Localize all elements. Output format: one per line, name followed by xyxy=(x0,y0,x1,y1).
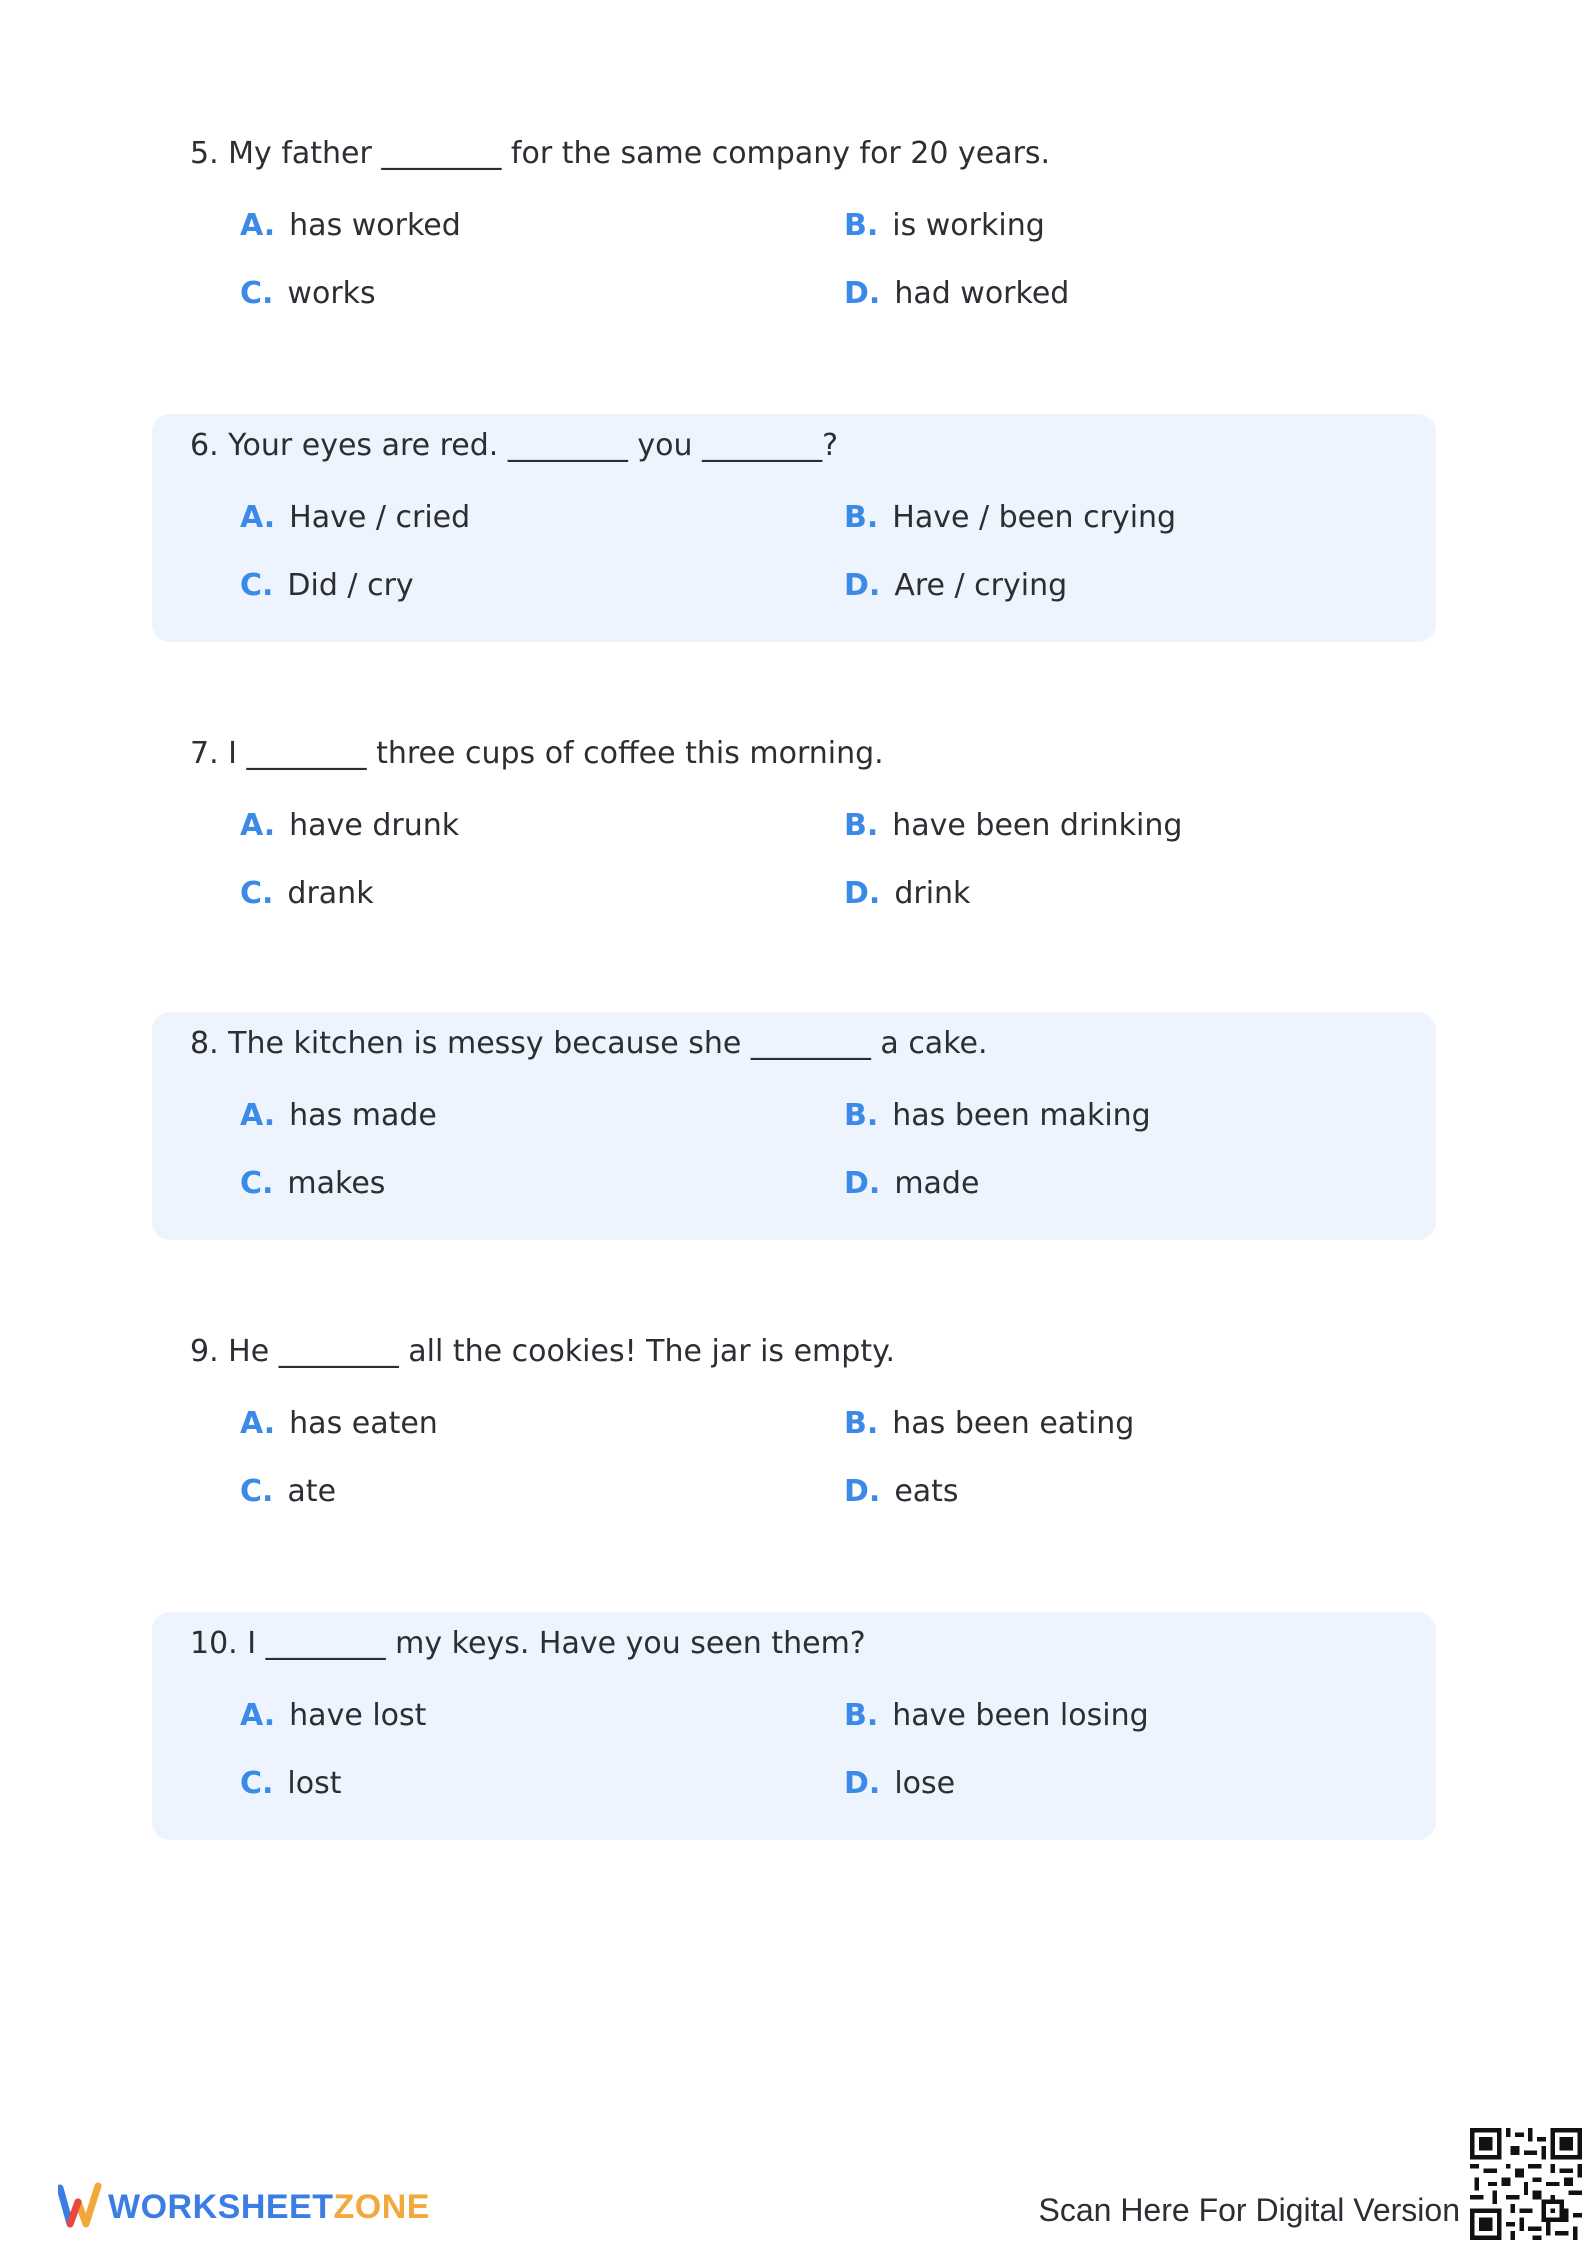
option-text: works xyxy=(287,276,376,311)
option-letter: D. xyxy=(844,568,881,603)
option-letter: D. xyxy=(844,1474,881,1509)
option-letter: C. xyxy=(240,1474,274,1509)
option-c[interactable] xyxy=(240,566,414,606)
option-a[interactable] xyxy=(240,806,459,846)
option-a[interactable] xyxy=(240,206,461,246)
option-letter: C. xyxy=(240,1766,274,1801)
option-letter: A. xyxy=(240,1098,276,1133)
logo-text-part2: ZONE xyxy=(333,2188,430,2226)
option-letter: D. xyxy=(844,276,881,311)
option-letter: A. xyxy=(240,808,276,843)
option-a[interactable] xyxy=(240,1096,437,1136)
question-text: 9. He ________ all the cookies! The jar is empty. xyxy=(190,1334,896,1369)
option-d[interactable] xyxy=(844,1472,959,1512)
option-d[interactable] xyxy=(844,1764,955,1804)
option-letter: C. xyxy=(240,276,274,311)
option-b[interactable] xyxy=(844,498,1176,538)
option-letter: A. xyxy=(240,500,276,535)
question-8 xyxy=(152,1012,1436,1240)
logo-text-part1: WORKSHEET xyxy=(108,2188,334,2226)
option-text: Have / cried xyxy=(289,500,471,535)
worksheetzone-logo-icon xyxy=(58,2178,102,2234)
option-text: makes xyxy=(287,1166,386,1201)
option-letter: B. xyxy=(844,208,879,243)
option-letter: B. xyxy=(844,500,879,535)
option-d[interactable] xyxy=(844,874,970,914)
option-c[interactable] xyxy=(240,874,374,914)
option-text: has been eating xyxy=(892,1406,1135,1441)
option-letter: D. xyxy=(844,876,881,911)
option-text: Have / been crying xyxy=(892,500,1177,535)
option-b[interactable] xyxy=(844,1096,1151,1136)
question-5 xyxy=(152,122,1436,350)
option-text: eats xyxy=(894,1474,959,1509)
option-a[interactable] xyxy=(240,498,470,538)
qr-code-icon[interactable] xyxy=(1470,2128,1582,2240)
option-text: has been making xyxy=(892,1098,1151,1133)
option-c[interactable] xyxy=(240,274,376,314)
option-letter: A. xyxy=(240,208,276,243)
option-text: has eaten xyxy=(289,1406,438,1441)
option-letter: A. xyxy=(240,1406,276,1441)
logo-text xyxy=(108,2188,430,2227)
question-text: 6. Your eyes are red. ________ you ________? xyxy=(190,428,838,463)
option-letter: C. xyxy=(240,1166,274,1201)
option-letter: D. xyxy=(844,1766,881,1801)
question-9 xyxy=(152,1320,1436,1548)
option-c[interactable] xyxy=(240,1164,385,1204)
option-text: ate xyxy=(287,1474,337,1509)
option-b[interactable] xyxy=(844,806,1182,846)
question-7 xyxy=(152,722,1436,950)
option-letter: B. xyxy=(844,1698,879,1733)
option-b[interactable] xyxy=(844,206,1045,246)
option-text: have been losing xyxy=(892,1698,1149,1733)
option-c[interactable] xyxy=(240,1764,342,1804)
question-text: 8. The kitchen is messy because she ________ a cake. xyxy=(190,1026,988,1061)
option-letter: B. xyxy=(844,1098,879,1133)
scan-instruction: Scan Here For Digital Version xyxy=(1038,2192,1460,2228)
option-d[interactable] xyxy=(844,1164,979,1204)
question-text: 5. My father ________ for the same company for 20 years. xyxy=(190,136,1051,171)
option-text: lose xyxy=(894,1766,956,1801)
option-text: has made xyxy=(289,1098,437,1133)
option-letter: C. xyxy=(240,568,274,603)
option-b[interactable] xyxy=(844,1404,1134,1444)
question-10 xyxy=(152,1612,1436,1840)
option-letter: B. xyxy=(844,1406,879,1441)
option-a[interactable] xyxy=(240,1404,438,1444)
option-text: have lost xyxy=(289,1698,427,1733)
option-text: has worked xyxy=(289,208,461,243)
option-d[interactable] xyxy=(844,566,1067,606)
option-c[interactable] xyxy=(240,1472,336,1512)
option-letter: A. xyxy=(240,1698,276,1733)
option-text: Are / crying xyxy=(894,568,1068,603)
option-text: have drunk xyxy=(289,808,460,843)
option-letter: D. xyxy=(844,1166,881,1201)
option-text: made xyxy=(894,1166,980,1201)
option-d[interactable] xyxy=(844,274,1069,314)
question-text: 10. I ________ my keys. Have you seen them? xyxy=(190,1626,866,1661)
option-b[interactable] xyxy=(844,1696,1149,1736)
option-text: lost xyxy=(287,1766,342,1801)
option-text: had worked xyxy=(894,276,1070,311)
option-letter: B. xyxy=(844,808,879,843)
option-a[interactable] xyxy=(240,1696,426,1736)
option-text: Did / cry xyxy=(287,568,414,603)
question-6 xyxy=(152,414,1436,642)
question-text: 7. I ________ three cups of coffee this morning. xyxy=(190,736,884,771)
option-text: have been drinking xyxy=(892,808,1183,843)
option-text: drink xyxy=(894,876,971,911)
option-text: is working xyxy=(892,208,1045,243)
option-text: drank xyxy=(287,876,374,911)
option-letter: C. xyxy=(240,876,274,911)
